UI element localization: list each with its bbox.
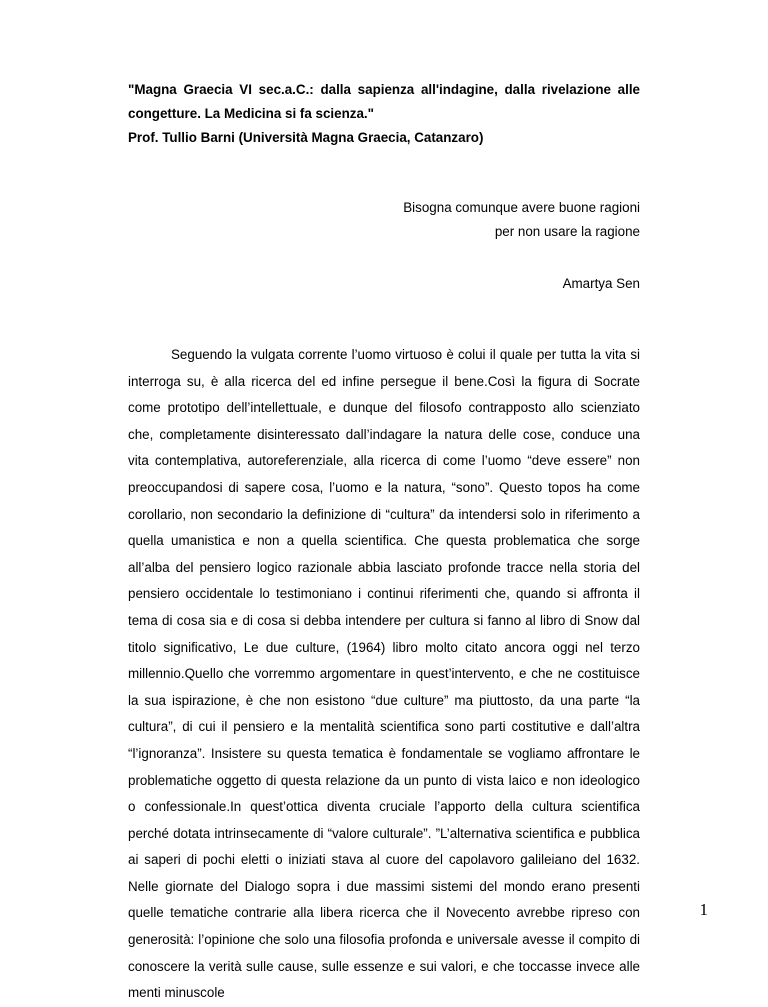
document-title: "Magna Graecia VI sec.a.C.: dalla sapienza all'indagine, dalla rivelazione alle congetture. La Medicina si fa scienza."	[128, 82, 640, 121]
page-number: 1	[699, 900, 708, 919]
body-paragraph: Seguendo la vulgata corrente l’uomo virtuoso è colui il quale per tutta la vita si interroga su, è alla ricerca del ed infine persegue il bene.Così la figura di Socrate come prototipo dell’intellettuale, e dunque del filosofo contrapposto allo scienziato che, completamente disinteressato dall’indagare la natura delle cose, conduce una vita contemplativa, autoreferenziale, alla ricerca di come l’uomo “deve essere” non preoccupandosi di sapere cosa, l’uomo e la natura, “sono”. Questo topos ha come corollario, non secondario la definizione di “cultura” da intendersi solo in riferimento a quella umanistica e non a quella scientifica. Che questa problematica che sorge all’alba del pensiero logico razionale abbia lasciato profonde tracce nella storia del pensiero occidentale lo testimoniano i continui riferimenti che, quando si affronta il tema di cosa sia e di cosa si debba intendere per cultura si fanno al libro di Snow dal titolo significativo, Le due culture, (1964) libro molto citato ancora oggi nel terzo millennio.Quello che vorremmo argomentare in quest’intervento, e che ne costituisce la sua ispirazione, è che non esistono “due culture” ma piuttosto, da una parte “la cultura”, di cui il pensiero e la mentalità scientifica sono parti costitutive e dall’altra “l’ignoranza”. Insistere su questa tematica è fondamentale se vogliamo affrontare le problematiche oggetto di questa relazione da un punto di vista laico e non ideologico o confessionale.In quest’ottica diventa cruciale l’apporto della cultura scientifica perché dotata intrinsecamente di “valore culturale”. ”L’alternativa scientifica e pubblica ai saperi di pochi eletti o iniziati stava al cuore del capolavoro galileiano del 1632. Nelle giornate del Dialogo sopra i due massimi sistemi del mondo erano presenti quelle tematiche contrarie alla libera ricerca che il Novecento avrebbe ripreso con generosità: l’opinione che solo una filosofia profonda e universale avesse il compito di conoscere la verità sulle cause, sulle essenze e sui valori, e che toccasse invece alle menti minuscole	[128, 347, 640, 1001]
epigraph-line-1: Bisogna comunque avere buone ragioni	[403, 200, 640, 215]
epigraph-attribution: Amartya Sen	[562, 276, 640, 291]
document-title-block	[128, 78, 640, 150]
author-affiliation: Prof. Tullio Barni (Università Magna Graecia, Catanzaro)	[128, 130, 484, 145]
epigraph-quote	[403, 196, 640, 244]
epigraph-line-2: per non usare la ragione	[494, 224, 640, 239]
